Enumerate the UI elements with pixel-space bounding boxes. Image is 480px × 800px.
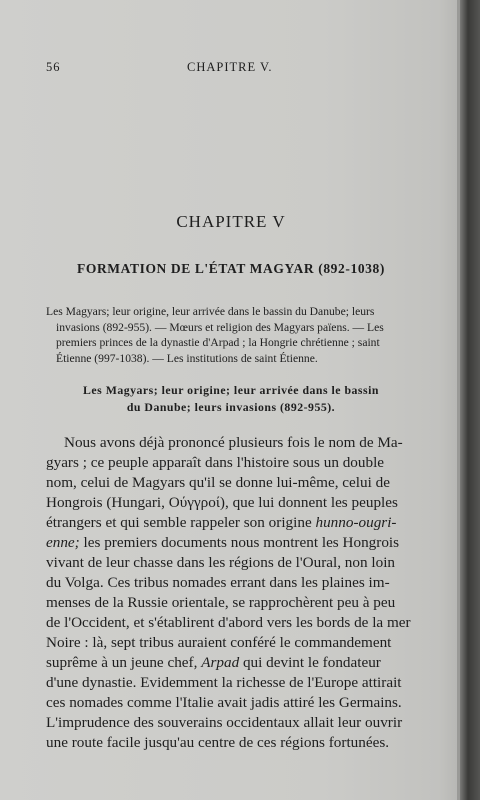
subheading-line: Les Magyars; leur origine; leur arrivée dans le bassin bbox=[83, 383, 379, 397]
body-line: L'imprudence des souverains occidentaux allait leur ouvrir bbox=[46, 714, 403, 731]
italic-name: Arpad bbox=[201, 654, 240, 671]
body-paragraph bbox=[46, 433, 420, 753]
italic-term: hunno-ougri- bbox=[315, 514, 397, 531]
body-line: d'une dynastie. Evidemment la richesse de l'Europe attirait bbox=[46, 674, 402, 691]
body-line: gyars ; ce peuple apparaît dans l'histoire sous un double bbox=[46, 454, 385, 471]
body-line bbox=[46, 653, 420, 673]
book-spine bbox=[460, 0, 480, 800]
chapter-title: CHAPITRE V bbox=[176, 212, 286, 231]
chapter-summary bbox=[46, 304, 418, 366]
body-line bbox=[46, 513, 420, 533]
subheading-line: du Danube; leurs invasions (892-955). bbox=[126, 400, 336, 414]
body-line: Nous avons déjà prononcé plusieurs fois le nom de Ma- bbox=[64, 434, 403, 451]
summary-line: invasions (892-955). — Mœurs et religion des Magyars païens. — Les bbox=[56, 320, 384, 334]
body-line-text: suprême à un jeune chef, bbox=[46, 654, 202, 671]
body-line: de l'Occident, et s'établirent d'abord vers les bords de la mer bbox=[46, 614, 411, 631]
body-line: nom, celui de Magyars qu'il se donne lui-même, celui de bbox=[46, 474, 390, 491]
body-line-text: étrangers et qui semble rappeler son origine bbox=[46, 514, 316, 531]
body-line-text: les premiers documents nous montrent les Hongrois bbox=[79, 534, 400, 551]
body-line: Hongrois (Hungari, Ούγγροί), que lui donnent les peuples bbox=[46, 494, 398, 511]
body-line: ces nomades comme l'Italie avait jadis attiré les Germains. bbox=[46, 694, 402, 711]
body-line: une route facile jusqu'au centre de ces régions fortunées. bbox=[46, 734, 390, 751]
section-heading: FORMATION DE L'ÉTAT MAGYAR (892-1038) bbox=[77, 261, 385, 276]
body-line bbox=[46, 533, 420, 553]
summary-line: Étienne (997-1038). — Les institutions de saint Étienne. bbox=[56, 351, 318, 365]
body-line: menses de la Russie orientale, se rapprochèrent peu à peu bbox=[46, 594, 396, 611]
running-title: CHAPITRE V. bbox=[187, 60, 273, 74]
summary-line: premiers princes de la dynastie d'Arpad ; la Hongrie chrétienne ; saint bbox=[56, 336, 380, 349]
page-number: 56 bbox=[46, 60, 61, 74]
subsection-heading bbox=[0, 382, 462, 416]
italic-term: enne; bbox=[46, 534, 80, 551]
body-line: du Volga. Ces tribus nomades errant dans les plaines im- bbox=[46, 574, 390, 591]
running-head bbox=[0, 60, 462, 78]
body-line: vivant de leur chasse dans les régions de l'Oural, non loin bbox=[46, 554, 396, 571]
summary-line: Les Magyars; leur origine, leur arrivée dans le bassin du Danube; leurs bbox=[46, 305, 375, 318]
body-line: Noire : là, sept tribus auraient conféré le commandement bbox=[46, 634, 392, 651]
body-line-text: qui devint le fondateur bbox=[239, 654, 381, 671]
